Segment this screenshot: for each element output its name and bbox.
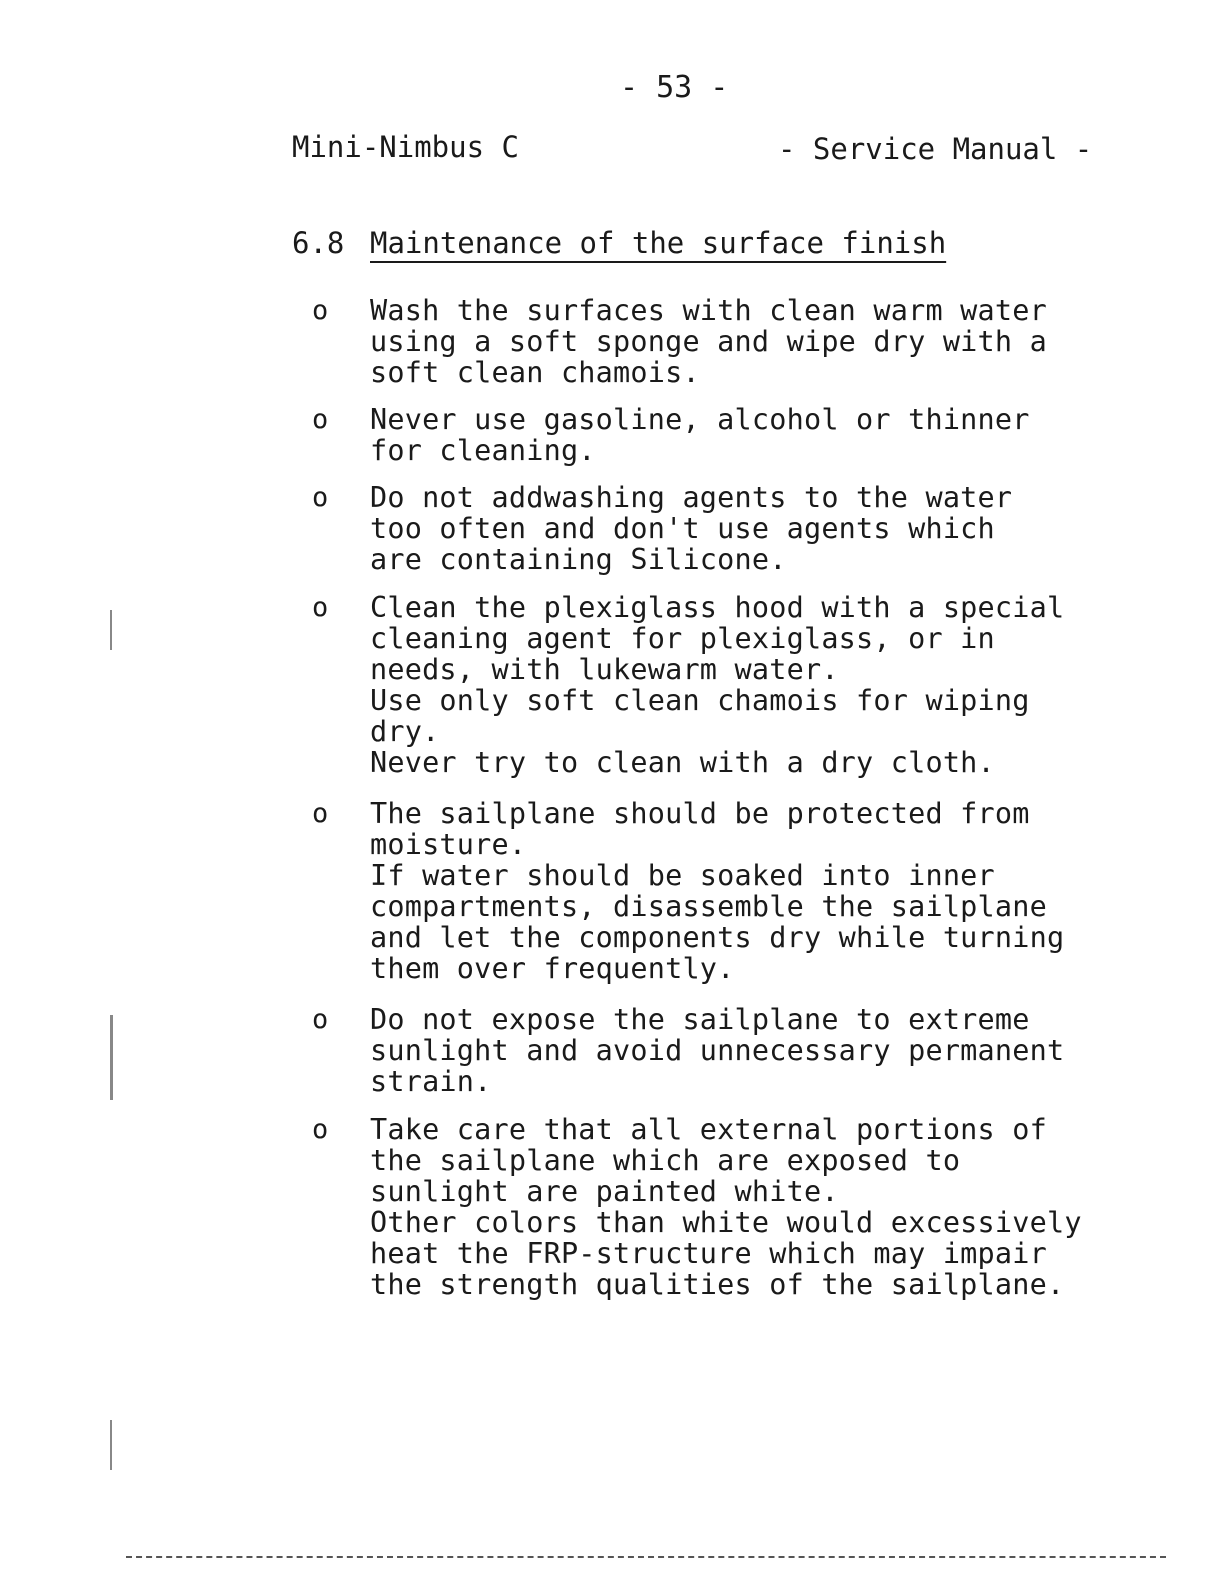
bullet-marker: o: [312, 482, 329, 513]
item-line: Never try to clean with a dry cloth.: [370, 746, 995, 779]
item-line: Other colors than white would excessively: [370, 1206, 1082, 1239]
item-line: heat the FRP-structure which may impair: [370, 1237, 1047, 1270]
item-line: and let the components dry while turning: [370, 921, 1065, 954]
header-model: Mini-Nimbus C: [292, 130, 519, 164]
list-item: [370, 404, 1030, 466]
item-line: the strength qualities of the sailplane.: [370, 1268, 1065, 1301]
item-line: the sailplane which are exposed to: [370, 1144, 961, 1177]
item-line: sunlight are painted white.: [370, 1175, 839, 1208]
list-item: [370, 482, 1012, 575]
item-line: for cleaning.: [370, 434, 596, 467]
bottom-rule: [126, 1556, 1166, 1558]
margin-scan-mark: [110, 1015, 113, 1100]
item-line: If water should be soaked into inner: [370, 859, 995, 892]
item-line: cleaning agent for plexiglass, or in: [370, 622, 995, 655]
item-line: Wash the surfaces with clean warm water: [370, 294, 1047, 327]
header-manual-title: - Service Manual -: [778, 132, 1093, 166]
bullet-marker: o: [312, 1004, 329, 1035]
item-line: are containing Silicone.: [370, 543, 787, 576]
bullet-marker: o: [312, 798, 329, 829]
item-line: sunlight and avoid unnecessary permanent: [370, 1034, 1065, 1067]
item-line: Do not addwashing agents to the water: [370, 481, 1013, 514]
section-title: Maintenance of the surface finish: [370, 226, 947, 260]
item-line: Do not expose the sailplane to extreme: [370, 1003, 1030, 1036]
item-line: too often and don't use agents which: [370, 512, 995, 545]
bullet-marker: o: [312, 592, 329, 623]
item-line: soft clean chamois.: [370, 356, 700, 389]
bullet-marker: o: [312, 404, 329, 435]
bullet-marker: o: [312, 295, 329, 326]
item-line: strain.: [370, 1065, 492, 1098]
section-number: 6.8: [292, 226, 345, 260]
margin-scan-mark: [110, 610, 112, 650]
list-item: [370, 1114, 1082, 1300]
item-line: moisture.: [370, 828, 527, 861]
list-item: [370, 592, 1064, 778]
item-line: dry.: [370, 715, 440, 748]
item-line: The sailplane should be protected from: [370, 797, 1030, 830]
item-line: compartments, disassemble the sailplane: [370, 890, 1047, 923]
page-number: - 53 -: [620, 70, 729, 105]
item-line: needs, with lukewarm water.: [370, 653, 839, 686]
item-line: Never use gasoline, alcohol or thinner: [370, 403, 1030, 436]
margin-scan-mark: [110, 1420, 112, 1470]
list-item: [370, 1004, 1064, 1097]
item-line: Take care that all external portions of: [370, 1113, 1047, 1146]
list-item: [370, 295, 1047, 388]
list-item: [370, 798, 1064, 984]
item-line: Clean the plexiglass hood with a special: [370, 591, 1065, 624]
item-line: them over frequently.: [370, 952, 735, 985]
item-line: Use only soft clean chamois for wiping: [370, 684, 1030, 717]
bullet-marker: o: [312, 1114, 329, 1145]
item-line: using a soft sponge and wipe dry with a: [370, 325, 1047, 358]
